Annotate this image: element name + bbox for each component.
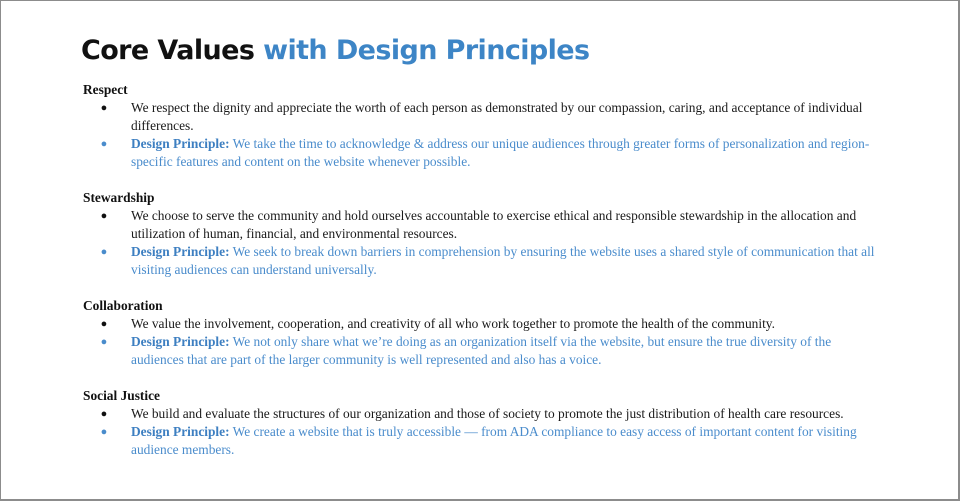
section-social-justice <box>83 387 883 459</box>
section-collaboration <box>83 297 883 369</box>
section-items <box>83 315 883 369</box>
page-title <box>81 31 589 71</box>
principle-item <box>83 423 883 459</box>
value-text: We value the involvement, cooperation, and creativity of all who work together to promote the health of the community. <box>131 316 775 331</box>
principle-label: Design Principle: <box>131 424 230 439</box>
value-item <box>83 207 883 243</box>
bullet-icon: ● <box>100 138 108 150</box>
section-stewardship <box>83 189 883 279</box>
principle-item <box>83 333 883 369</box>
section-items <box>83 405 883 459</box>
value-item <box>83 99 883 135</box>
title-accent: with Design Principles <box>263 35 590 66</box>
value-text: We respect the dignity and appreciate the worth of each person as demonstrated by our compassion, caring, and acceptance of individual differences. <box>131 100 863 133</box>
section-heading: Social Justice <box>83 388 160 403</box>
principle-item <box>83 135 883 171</box>
value-text: We choose to serve the community and hold ourselves accountable to exercise ethical and responsible stewardship in the allocation and utilization of human, financial, and environmental resources. <box>131 208 857 241</box>
bullet-icon: ● <box>100 336 108 348</box>
section-heading: Stewardship <box>83 190 155 205</box>
principle-label: Design Principle: <box>131 244 230 259</box>
bullet-icon: ● <box>100 210 108 222</box>
principle-text: We not only share what we’re doing as an organization itself via the website, but ensure the true diversity of the audiences that are part of the larger community is well represented and also has a voice. <box>131 334 832 367</box>
value-item <box>83 315 883 333</box>
principle-label: Design Principle: <box>131 136 230 151</box>
bullet-icon: ● <box>100 426 108 438</box>
section-heading: Collaboration <box>83 298 163 313</box>
bullet-icon: ● <box>100 318 108 330</box>
title-main: Core Values <box>81 35 255 66</box>
principle-text: We create a website that is truly accessible — from ADA compliance to easy access of important content for visiting audience members. <box>131 424 857 457</box>
principle-text: We seek to break down barriers in comprehension by ensuring the website uses a shared style of communication that all visiting audiences can understand universally. <box>131 244 875 277</box>
principle-item <box>83 243 883 279</box>
bullet-icon: ● <box>100 246 108 258</box>
section-items <box>83 99 883 171</box>
bullet-icon: ● <box>100 102 108 114</box>
bullet-icon: ● <box>100 408 108 420</box>
section-respect <box>83 81 883 171</box>
section-heading: Respect <box>83 82 128 97</box>
value-text: We build and evaluate the structures of our organization and those of society to promote the just distribution of health care resources. <box>131 406 844 421</box>
principle-text: We take the time to acknowledge & address our unique audiences through greater forms of personalization and region-specific features and content on the website whenever possible. <box>131 136 870 169</box>
principle-label: Design Principle: <box>131 334 230 349</box>
values-list <box>83 81 883 477</box>
section-items <box>83 207 883 279</box>
value-item <box>83 405 883 423</box>
